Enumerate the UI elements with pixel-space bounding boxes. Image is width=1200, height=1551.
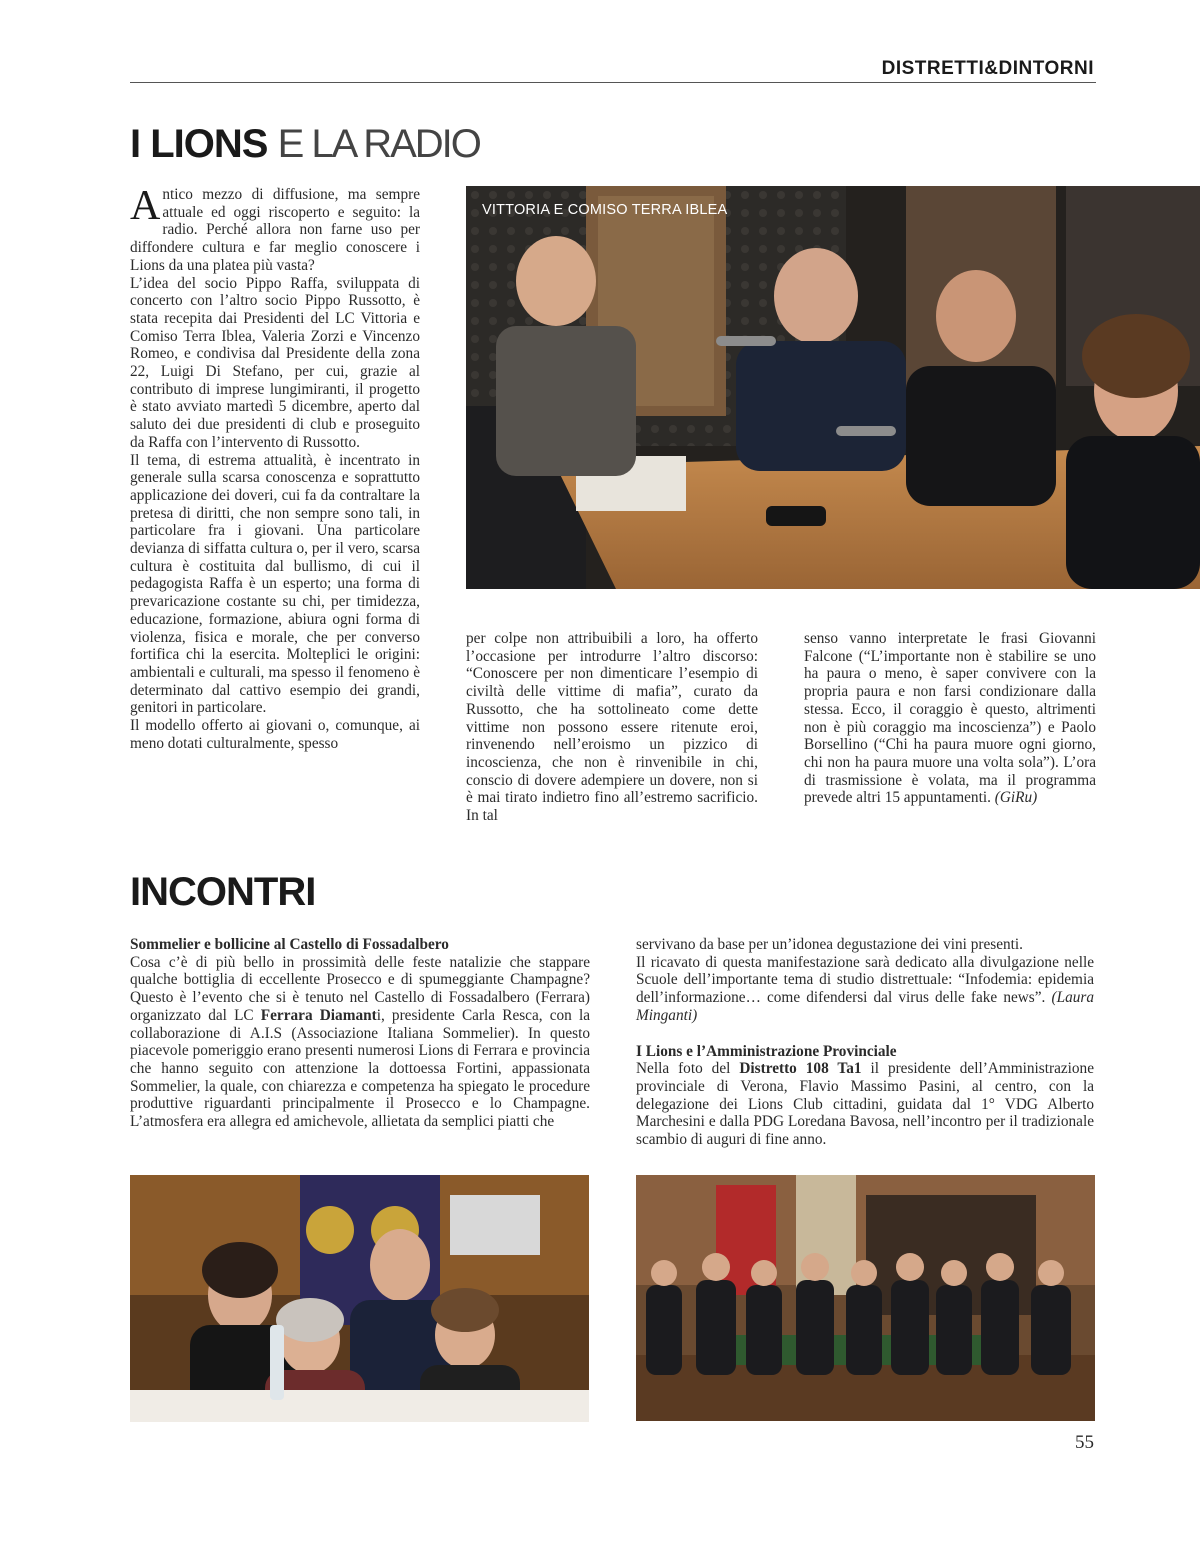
radio-studio-photo	[466, 186, 1200, 589]
district-name: Distretto 108 Ta1	[739, 1060, 862, 1078]
provincial-administration-photo	[636, 1175, 1095, 1421]
story-2-heading: I Lions e l’Amministrazione Provinciale	[636, 1042, 897, 1060]
story-1-column	[130, 936, 590, 1131]
story-1-continuation-2: Il ricavato di questa manifestazione sarà dedicato alla divulgazione nelle Scuole dell’importante tema di studio distrettuale: “Infodemia: epidemia dell’informazione… come difendersi dal virus delle fake news”.	[636, 953, 1094, 1007]
story-1-heading: Sommelier e bollicine al Castello di Fossadalbero	[130, 936, 449, 953]
story-2-text-cont: il presidente dell’Amministrazione provinciale di Verona, Flavio Massimo Pasini, al centro, con la delegazione dei Lions Club cittadini, guidata dal 1° VDG Alberto Marchesini e dalla PDG Loredana Bavosa, nell’incontro per il tradizionale scambio di auguri di fine anno.	[636, 1060, 1094, 1149]
paragraph: senso vanno interpretate le frasi Giovanni Falcone (“L’importante non è stabilire se uno ha paura o meno, è saper convivere con la propria paura e non farsi condizionare dalla stessa. Ecco, il coraggio è questo, altrimenti non è più coraggio ma incoscienza”) e Paolo Borsellino (“Chi ha paura muore ogni giorno, chi non ha paura muore una volta sola”). L’ora di trasmissione è volata, ma il programma prevede altri 15 appuntamenti.	[804, 630, 1096, 807]
article-column-3	[804, 630, 1096, 807]
paragraph: per colpe non attribuibili a loro, ha offerto l’occasione per introdurre l’altro discorso: “Conoscere per non dimenticare l’esempio di civiltà delle vittime di mafia”, curato da Russotto, che ha sottolineato come dette vittime non possono essere ritenute eroi, rinvenendo nell’eroismo un pizzico di incoscienza, che non è rinvenibile in chi, conscio di dovere adempiere un dovere, non si è mai tirato indietro fino all’estremo sacrificio. In tal	[466, 630, 758, 825]
paragraph: Il tema, di estrema attualità, è incentrato in generale sulla scarsa conoscenza e soprattutto applicazione dei doveri, cui fa da contraltare la pretesa di diritti, che non sempre sono tali, in particolare fra i giovani. Una particolare devianza di siffatta cultura o, per il vero, scarsa cultura è costituita dal bullismo, di cui il pedagogista Raffa è un esperto; una forma di prevaricazione costante su chi, per timidezza, educazione, formazione, abiura ogni forma di violenza, fisica e morale, che per converso fortifica chi la esercita. Molteplici le origini: ambientali e culturali, ma spesso il fenomeno è determinato dal cattivo esempio dei grandi, genitori in particolare.	[130, 451, 420, 717]
spacer	[636, 1025, 1094, 1043]
section-title-incontri: INCONTRI	[130, 870, 316, 914]
article-title-bold: I LIONS	[130, 122, 268, 166]
story-2-column	[636, 936, 1094, 1149]
story-1-text-cont: , presidente Carla Resca, con la collaborazione di A.I.S (Associazione Italiana Sommelier). In questo piacevole pomeriggio erano presenti numerosi Lions di Ferrara e provincia che hanno seguito con attenzione la dottoessa Fortini, appassionata Sommelier, la quale, con chiarezza e competenza ha spiegato le procedure produttive riguardanti principalmente il Prosecco e lo Champagne. L’atmosfera era allegra ed amichevole, allietata da semplici piatti che	[130, 1006, 591, 1131]
club-name: Ferrara Diamant	[260, 1006, 377, 1024]
article-title	[130, 118, 480, 170]
story-1-text: Cosa c’è di più bello in prossimità delle feste natalizie che stappare qualche bottiglia di eccellente Prosecco e di spumeggiante Champagne? Questo è l’evento che si è tenuto nel Castello di Fossadalbero (Ferrara) organizzato dal LC	[130, 953, 590, 1024]
drop-cap: A	[130, 183, 161, 229]
author-signature: (GiRu)	[994, 789, 1038, 807]
paragraph: L’idea del socio Pippo Raffa, sviluppata di concerto con l’altro socio Pippo Russotto, è stata recepita dai Presidenti del LC Vittoria e Comiso Terra Iblea, Valeria Zorzi e Vincenzo Romeo, e condivisa dal Presidente della zona 22, Luigi Di Stefano, per cui, grazie al contributo di imprese lungimiranti, il progetto è stato avviato martedì 5 dicembre, aperto dal saluto dei due presidenti di club e proseguito da Raffa con l’intervento di Russotto.	[130, 274, 420, 451]
article-column-2	[466, 630, 758, 825]
paragraph: ntico mezzo di diffusione, ma sempre attuale ed oggi riscoperto e seguito: la radio. Perché allora non farne uso per diffondere cultura e far meglio conoscere i Lions da una platea più vasta?	[130, 186, 420, 274]
photo-caption: VITTORIA E COMISO TERRA IBLEA	[482, 202, 728, 218]
club-name-tail: i	[376, 1006, 381, 1024]
story-2-text: Nella foto del	[636, 1060, 731, 1078]
story-1-continuation: servivano da base per un’idonea degustazione dei vini presenti.	[636, 936, 1023, 953]
article-column-1	[130, 183, 420, 753]
header-rule	[130, 82, 1096, 83]
sommelier-event-photo	[130, 1175, 589, 1422]
article-title-light: E LA RADIO	[277, 122, 480, 166]
page-number: 55	[1075, 1432, 1094, 1453]
author-signature: (Laura Minganti)	[636, 989, 1094, 1024]
paragraph: Il modello offerto ai giovani o, comunque, ai meno dotati culturalmente, spesso	[130, 717, 420, 752]
section-label: DISTRETTI&DINTORNI	[881, 58, 1094, 79]
